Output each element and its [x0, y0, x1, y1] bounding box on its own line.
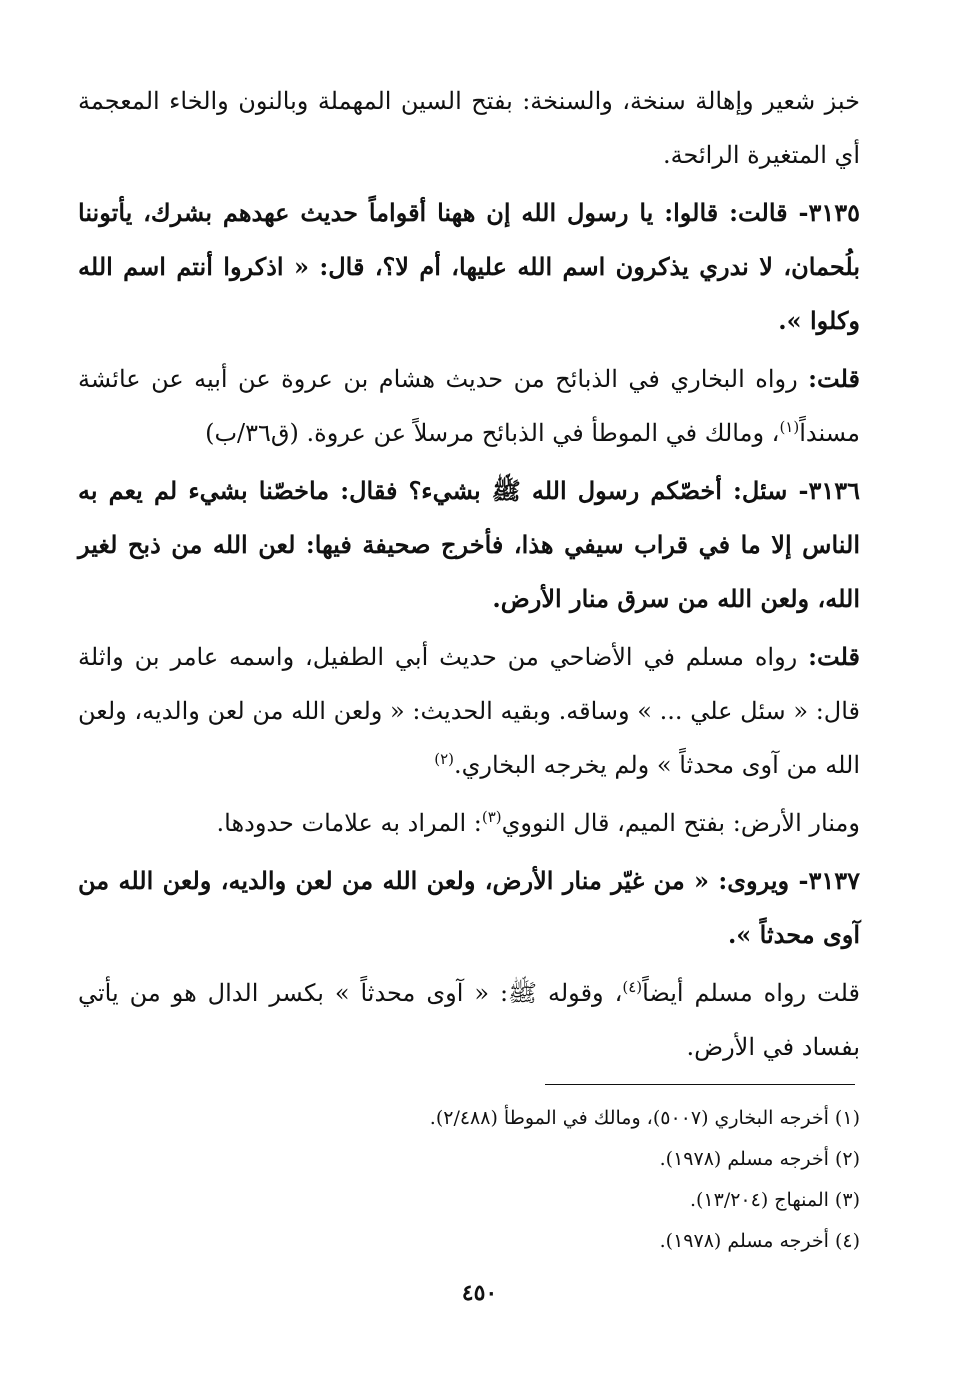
hadith-number: ٣١٣٧- ويروى:: [718, 866, 860, 895]
page-number: ٤٥٠: [461, 1280, 498, 1306]
footnote-ref-3[interactable]: (٣): [481, 808, 502, 826]
hadith-text: قالوا: يا رسول الله إن ههنا أقواماً حديث عهدهم بشرك، يأتوننا بلُحمان، لا ندري يذكرون اسم الله عليها، أم لا؟، قال: « اذكروا أنتم اسم الله وكلوا ».: [78, 198, 860, 335]
commentary-3135: [78, 352, 860, 460]
hadith-3136: [78, 464, 860, 626]
footnote-2: (٢) أخرجه مسلم (١٩٧٨).: [659, 1148, 860, 1170]
commentary-text: قلت رواه مسلم أيضاً: [642, 979, 861, 1007]
commentary-lead: قلت:: [808, 642, 860, 671]
hadith-text: أخصّكم رسول الله ﷺ بشيء؟ فقال: ماخصّنا بشيء لم يعم به الناس إلا ما في قراب سيفي هذا، فأخرج صحيفة فيها: لعن الله من ذبح لغير الله، ولعن الله من سرق منار الأرض.: [78, 476, 860, 613]
hadith-text: « من غيّر منار الأرض، ولعن الله من لعن والديه، ولعن الله من آوى محدثاً ».: [78, 866, 860, 949]
paragraph-text: خبز شعير وإهالة سنخة، والسنخة: بفتح السين المهملة وبالنون والخاء المعجمة أي المتغيرة الرائحة.: [78, 87, 860, 169]
footnote-3: (٣) المنهاج (١٣/٢٠٤).: [689, 1189, 860, 1211]
footnote-ref-1[interactable]: (١): [779, 418, 800, 436]
commentary-3137: [78, 966, 860, 1074]
footnote-ref-2[interactable]: (٢): [434, 750, 454, 768]
footnote-1: (١) أخرجه البخاري (٥٠٠٧)، ومالك في الموطأ (٢/٤٨٨).: [429, 1107, 860, 1129]
commentary-text: رواه البخاري في الذبائح من حديث هشام بن عروة عن أبيه عن عائشة مسنداً: [78, 365, 860, 447]
hadith-number: ٣١٣٥- قالت:: [729, 198, 860, 227]
commentary-3136: [78, 630, 860, 792]
footnote-separator: [545, 1084, 855, 1085]
footnotes: [78, 1098, 860, 1262]
note-text: ومنار الأرض: بفتح الميم، قال النووي: [501, 809, 860, 837]
commentary-lead: قلت:: [808, 364, 860, 393]
hadith-3135: [78, 186, 860, 348]
footnote-ref-4[interactable]: (٤): [622, 978, 643, 996]
hadith-3137: [78, 854, 860, 962]
commentary-text: رواه مسلم في الأضاحي من حديث أبي الطفيل، واسمه عامر بن واثلة قال: « سئل علي ... » وساقه. وبقيه الحديث: « ولعن الله من لعن والديه، ولعن الله من آوى محدثاً » ولم يخرجه البخاري.: [78, 643, 860, 779]
note-text-continued: : المراد به علامات حدودها.: [216, 809, 482, 837]
hadith-number: ٣١٣٦- سئل:: [733, 476, 860, 505]
footnote-4: (٤) أخرجه مسلم (١٩٧٨).: [659, 1230, 860, 1252]
commentary-text-continued: ، وقوله ﷺ: « آوى محدثاً » بكسر الدال هو من يأتي بفساد في الأرض.: [78, 979, 860, 1061]
paragraph-1: [78, 74, 860, 182]
note-manar: [78, 796, 860, 850]
main-text: [78, 74, 860, 1078]
commentary-text-continued: ، ومالك في الموطأ في الذبائح مرسلاً عن عروة. (ق٣٦/ب): [205, 419, 780, 447]
